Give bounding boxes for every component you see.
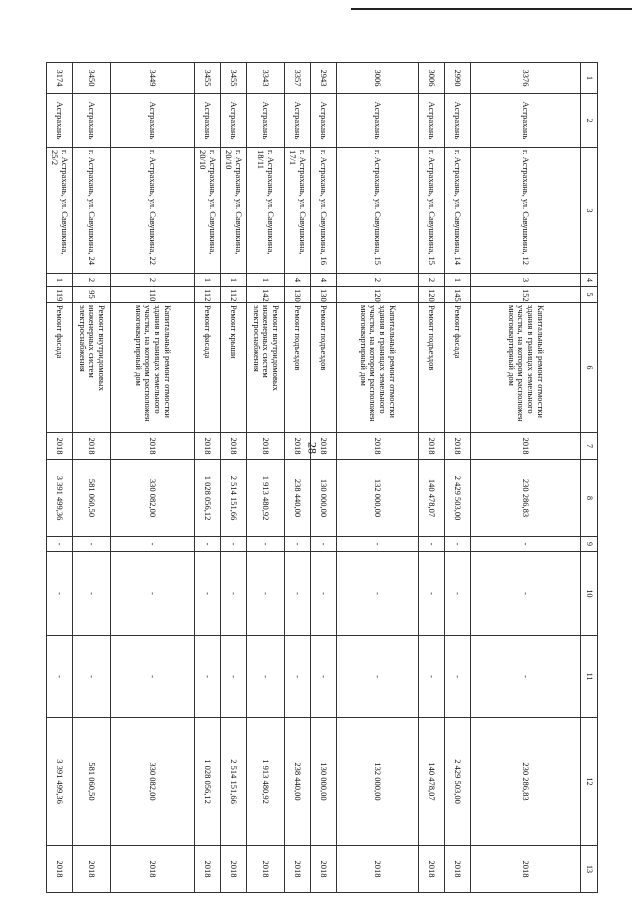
cell-year: 2018 (445, 433, 471, 460)
cell-city: Астрахань (221, 94, 247, 148)
column-number: 3 (581, 148, 598, 274)
cell-col9: - (247, 537, 285, 552)
cell-floors: 3 (471, 274, 581, 287)
cell-year-built: 145 (445, 287, 471, 303)
cell-col10: - (285, 552, 311, 636)
cell-year-built: 130 (285, 287, 311, 303)
cell-col9: - (337, 537, 419, 552)
cell-work-type: Ремонт подъездов (311, 303, 337, 433)
cell-plan-year: 2018 (445, 846, 471, 893)
cell-col9: - (471, 537, 581, 552)
cell-col10: - (73, 552, 111, 636)
column-number: 7 (581, 433, 598, 460)
cell-year: 2018 (195, 433, 221, 460)
cell-col11: - (221, 636, 247, 718)
cell-work-type: Капитальный ремонт отмостки здания в границах земельного участка, на котором расположен многоквартирный дом (111, 303, 195, 433)
cell-col11: - (445, 636, 471, 718)
repair-program-table (46, 62, 598, 893)
cell-year: 2018 (47, 433, 73, 460)
cell-floors: 1 (247, 274, 285, 287)
cell-col11: - (247, 636, 285, 718)
cell-floors: 2 (73, 274, 111, 287)
cell-col11: - (195, 636, 221, 718)
cell-address: г. Астрахань, ул. Савушкина, 22 (111, 148, 195, 274)
cell-col9: - (419, 537, 445, 552)
cell-cost: 2 514 151,66 (221, 460, 247, 537)
cell-address: г. Астрахань, ул. Савушкина, 20/10 (195, 148, 221, 274)
cell-floors: 1 (221, 274, 247, 287)
column-number: 13 (581, 846, 598, 893)
cell-plan-year: 2018 (337, 846, 419, 893)
cell-col10: - (111, 552, 195, 636)
cell-city: Астрахань (445, 94, 471, 148)
cell-id: 3449 (111, 63, 195, 94)
cell-city: Астрахань (111, 94, 195, 148)
cell-id: 3455 (195, 63, 221, 94)
cell-col9: - (445, 537, 471, 552)
cell-year-built: 110 (111, 287, 195, 303)
column-number: 12 (581, 718, 598, 846)
table-row (195, 63, 221, 893)
column-number: 8 (581, 460, 598, 537)
header-rule (351, 8, 632, 10)
cell-city: Астрахань (285, 94, 311, 148)
cell-city: Астрахань (73, 94, 111, 148)
cell-total: 330 082,00 (111, 718, 195, 846)
cell-year-built: 112 (195, 287, 221, 303)
cell-col11: - (311, 636, 337, 718)
cell-year: 2018 (111, 433, 195, 460)
cell-total: 1 028 056,12 (195, 718, 221, 846)
cell-col10: - (195, 552, 221, 636)
cell-plan-year: 2018 (73, 846, 111, 893)
cell-cost: 230 286,83 (471, 460, 581, 537)
cell-year: 2018 (73, 433, 111, 460)
table-row (221, 63, 247, 893)
cell-year-built: 120 (337, 287, 419, 303)
cell-work-type: Ремонт фасада (445, 303, 471, 433)
cell-cost: 1 028 056,12 (195, 460, 221, 537)
cell-total: 2 514 151,66 (221, 718, 247, 846)
cell-col10: - (445, 552, 471, 636)
column-number: 5 (581, 287, 598, 303)
cell-col10: - (221, 552, 247, 636)
cell-col10: - (47, 552, 73, 636)
cell-year: 2018 (221, 433, 247, 460)
table-row (311, 63, 337, 893)
cell-col9: - (47, 537, 73, 552)
cell-floors: 2 (337, 274, 419, 287)
document-page (50, 62, 598, 892)
cell-cost: 132 000,00 (337, 460, 419, 537)
cell-address: г. Астрахань, ул. Савушкина, 12 (471, 148, 581, 274)
cell-id: 3450 (73, 63, 111, 94)
cell-address: г. Астрахань, ул. Савушкина, 16 (311, 148, 337, 274)
cell-total: 238 440,00 (285, 718, 311, 846)
cell-cost: 330 082,00 (111, 460, 195, 537)
table-row (471, 63, 581, 893)
cell-id: 2943 (311, 63, 337, 94)
cell-col11: - (285, 636, 311, 718)
column-number: 6 (581, 303, 598, 433)
column-number: 10 (581, 552, 598, 636)
column-number: 4 (581, 274, 598, 287)
column-number: 9 (581, 537, 598, 552)
cell-col9: - (285, 537, 311, 552)
cell-address: г. Астрахань, ул. Савушкина, 20/10 (221, 148, 247, 274)
table-row (47, 63, 73, 893)
cell-address: г. Астрахань, ул. Савушкина, 17/1 (285, 148, 311, 274)
cell-year-built: 152 (471, 287, 581, 303)
cell-year-built: 120 (419, 287, 445, 303)
cell-plan-year: 2018 (47, 846, 73, 893)
cell-floors: 2 (419, 274, 445, 287)
cell-plan-year: 2018 (419, 846, 445, 893)
cell-id: 3357 (285, 63, 311, 94)
page-number: 28 (305, 442, 320, 454)
cell-floors: 4 (311, 274, 337, 287)
cell-cost: 140 478,07 (419, 460, 445, 537)
cell-city: Астрахань (311, 94, 337, 148)
cell-id: 3343 (247, 63, 285, 94)
column-number: 1 (581, 63, 598, 94)
cell-col10: - (247, 552, 285, 636)
cell-plan-year: 2018 (221, 846, 247, 893)
cell-address: г. Астрахань, ул. Савушкина, 15 (419, 148, 445, 274)
cell-city: Астрахань (47, 94, 73, 148)
cell-year: 2018 (285, 433, 311, 460)
cell-floors: 4 (285, 274, 311, 287)
column-number-row (581, 63, 598, 893)
cell-year: 2018 (311, 433, 337, 460)
cell-address: г. Астрахань, ул. Савушкина, 24 (73, 148, 111, 274)
column-number: 2 (581, 94, 598, 148)
cell-work-type: Ремонт подъездов (419, 303, 445, 433)
cell-year: 2018 (247, 433, 285, 460)
cell-id: 2990 (445, 63, 471, 94)
cell-total: 132 000,00 (337, 718, 419, 846)
cell-total: 230 286,83 (471, 718, 581, 846)
cell-total: 140 478,07 (419, 718, 445, 846)
cell-work-type: Капитальный ремонт отмостки здания в границах земельного участка, на котором расположен многоквартирный дом (471, 303, 581, 433)
cell-id: 3455 (221, 63, 247, 94)
cell-year: 2018 (471, 433, 581, 460)
column-number: 11 (581, 636, 598, 718)
table-row (111, 63, 195, 893)
table-row (337, 63, 419, 893)
cell-col9: - (73, 537, 111, 552)
cell-city: Астрахань (195, 94, 221, 148)
cell-address: г. Астрахань, ул. Савушкина, 15 (337, 148, 419, 274)
cell-floors: 1 (445, 274, 471, 287)
table-row (419, 63, 445, 893)
cell-col11: - (111, 636, 195, 718)
cell-floors: 1 (195, 274, 221, 287)
cell-col9: - (311, 537, 337, 552)
cell-col11: - (471, 636, 581, 718)
cell-total: 1 913 480,92 (247, 718, 285, 846)
cell-floors: 1 (47, 274, 73, 287)
cell-city: Астрахань (247, 94, 285, 148)
cell-work-type: Ремонт внутридомовых инженерных систем электроснабжения (73, 303, 111, 433)
cell-plan-year: 2018 (471, 846, 581, 893)
cell-year: 2018 (337, 433, 419, 460)
cell-col11: - (47, 636, 73, 718)
cell-year-built: 112 (221, 287, 247, 303)
cell-plan-year: 2018 (247, 846, 285, 893)
cell-col10: - (337, 552, 419, 636)
cell-total: 581 060,50 (73, 718, 111, 846)
cell-col11: - (337, 636, 419, 718)
cell-col11: - (419, 636, 445, 718)
cell-year-built: 119 (47, 287, 73, 303)
cell-col9: - (195, 537, 221, 552)
table-row (247, 63, 285, 893)
cell-plan-year: 2018 (285, 846, 311, 893)
table-row (445, 63, 471, 893)
cell-id: 3006 (419, 63, 445, 94)
cell-plan-year: 2018 (111, 846, 195, 893)
cell-cost: 3 391 499,36 (47, 460, 73, 537)
cell-work-type: Ремонт крыши (221, 303, 247, 433)
table-row (73, 63, 111, 893)
cell-id: 3174 (47, 63, 73, 94)
table-row (285, 63, 311, 893)
cell-year-built: 95 (73, 287, 111, 303)
cell-id: 3376 (471, 63, 581, 94)
cell-year-built: 142 (247, 287, 285, 303)
cell-cost: 2 429 503,00 (445, 460, 471, 537)
cell-cost: 1 913 480,92 (247, 460, 285, 537)
cell-total: 2 429 503,00 (445, 718, 471, 846)
rotated-table-wrapper (50, 62, 598, 892)
cell-year: 2018 (419, 433, 445, 460)
cell-work-type: Ремонт внутридомовых инженерных систем электроснабжения (247, 303, 285, 433)
cell-address: г. Астрахань, ул. Савушкина, 25/2 (47, 148, 73, 274)
cell-cost: 130 000,00 (311, 460, 337, 537)
cell-total: 130 000,00 (311, 718, 337, 846)
cell-col9: - (221, 537, 247, 552)
cell-cost: 238 440,00 (285, 460, 311, 537)
cell-col11: - (73, 636, 111, 718)
cell-work-type: Ремонт фасада (47, 303, 73, 433)
cell-address: г. Астрахань, ул. Савушкина, 14 (445, 148, 471, 274)
cell-city: Астрахань (419, 94, 445, 148)
cell-cost: 581 060,50 (73, 460, 111, 537)
table-body (47, 63, 581, 893)
cell-col9: - (111, 537, 195, 552)
cell-work-type: Ремонт фасада (195, 303, 221, 433)
cell-year-built: 130 (311, 287, 337, 303)
cell-id: 3006 (337, 63, 419, 94)
cell-plan-year: 2018 (311, 846, 337, 893)
cell-work-type: Ремонт подъездов (285, 303, 311, 433)
cell-work-type: Капитальный ремонт отмостки здания в границах земельного участка, на котором расположен многоквартирный дом (337, 303, 419, 433)
cell-total: 3 391 499,36 (47, 718, 73, 846)
cell-floors: 2 (111, 274, 195, 287)
cell-city: Астрахань (337, 94, 419, 148)
cell-plan-year: 2018 (195, 846, 221, 893)
cell-col10: - (311, 552, 337, 636)
cell-col10: - (471, 552, 581, 636)
cell-address: г. Астрахань, ул. Савушкина, 18/11 (247, 148, 285, 274)
cell-city: Астрахань (471, 94, 581, 148)
cell-col10: - (419, 552, 445, 636)
